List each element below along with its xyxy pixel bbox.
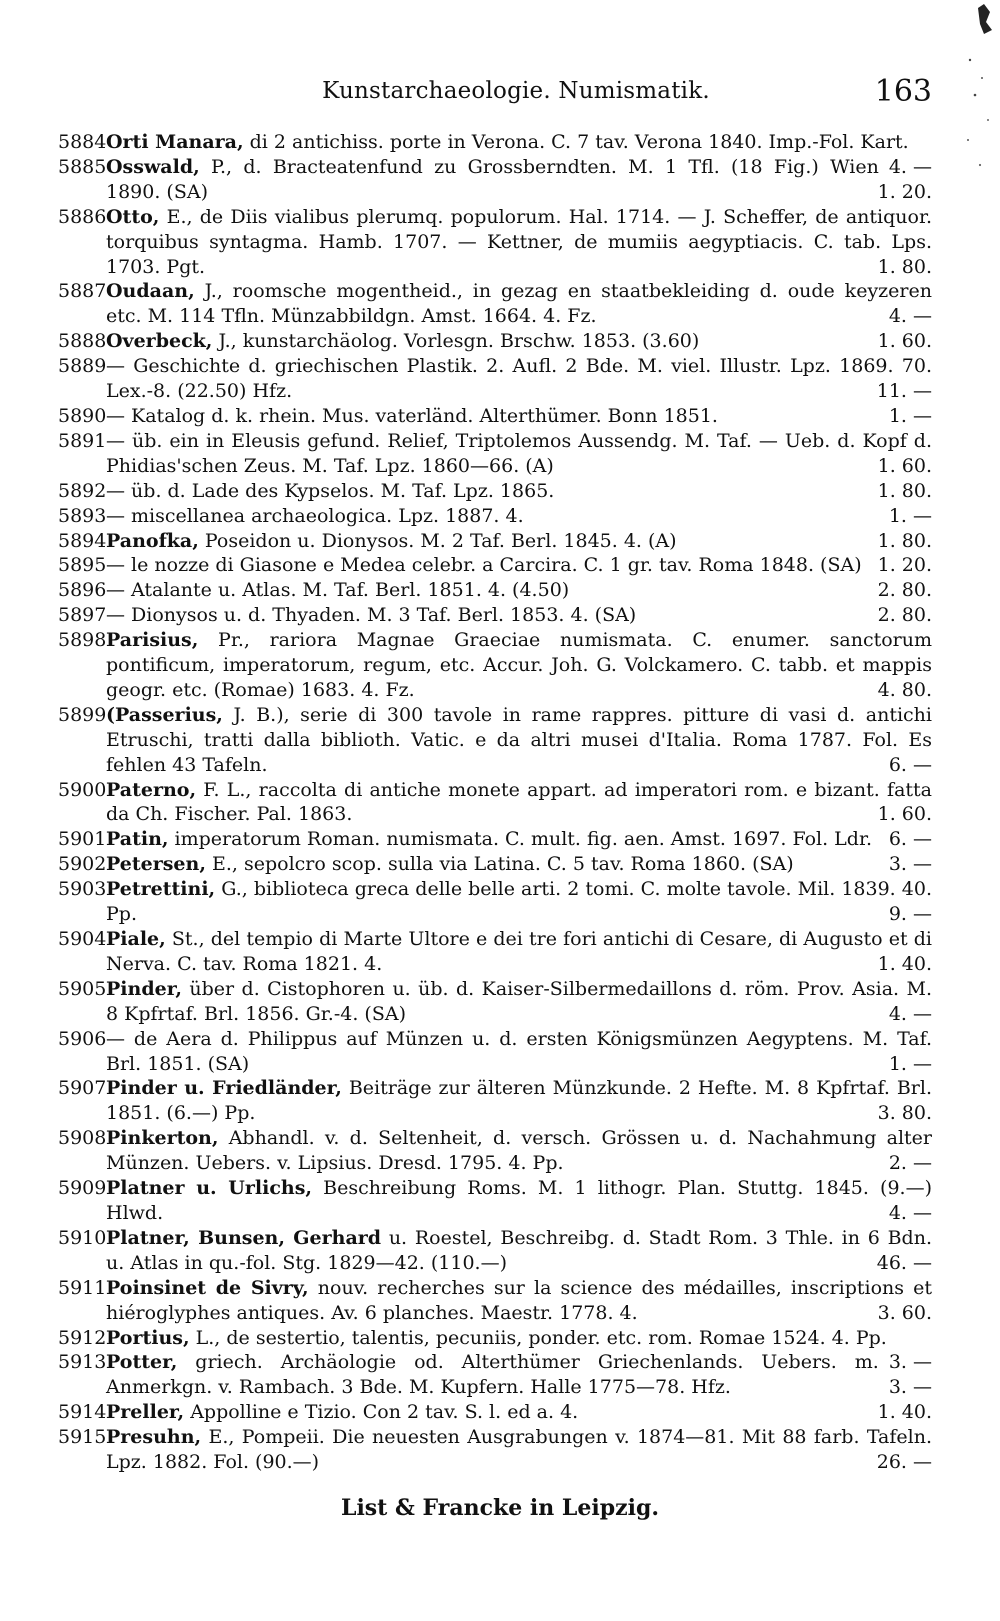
entry-number: 5900 [58,778,107,801]
entry-number: 5901 [58,828,107,851]
entry-description: — le nozze di Giasone e Medea celebr. a Carcira. C. 1 gr. tav. Roma 1848. (SA) [106,554,862,577]
entry-price: 3. — [888,1376,932,1399]
entry-description: — Atalante u. Atlas. M. Taf. Berl. 1851. 4. (4.50) [106,579,570,602]
publisher-footer: List & Francke in Leipzig. [340,1495,660,1521]
entry-description: Pr., rariora Magnae Graeciae numismata. C. enumer. sanctorum pontificum, imperatorum, regum, etc. Accur. Joh. G. Volckamero. C. tabb. et mappis geogr. etc. (Romae) 1683. 4. Fz. [106,629,932,701]
entry-description: Abhandl. v. d. Seltenheit, d. versch. Grössen u. d. Nachahmung alter Münzen. Uebers. v. Lipsius. Dresd. 1795. 4. Pp. [106,1127,932,1175]
entry-description: F. L., raccolta di antiche monete appart. ad imperatori rom. e bizant. fatta da Ch. Fischer. Pal. 1863. [106,778,932,826]
entry-price: 2. 80. [877,579,932,602]
entry-description: — üb. d. Lade des Kypselos. M. Taf. Lpz. 1865. [106,479,555,502]
entry-author: Orti Manara, [106,131,244,153]
entry-number: 5889 [58,355,107,378]
entry-price: 2. — [888,1152,932,1175]
entry-number: 5899 [58,703,107,726]
catalog-entry [58,1027,932,1077]
entry-number: 5896 [58,579,107,602]
entry-description: — üb. ein in Eleusis gefund. Relief, Triptolemos Aussendg. M. Taf. — Ueb. d. Kopf d. Phidias'schen Zeus. M. Taf. Lpz. 1860—66. (A) [106,429,932,477]
entry-number: 5909 [58,1177,107,1200]
entry-author: Poinsinet de Sivry, [106,1276,309,1299]
entry-description: — Dionysos u. d. Thyaden. M. 3 Taf. Berl. 1853. 4. (SA) [106,604,637,627]
entry-number: 5914 [58,1401,107,1424]
entry-author: Petrettini, [106,878,216,901]
entry-number: 5890 [58,404,107,427]
entry-price: 1. — [888,504,932,527]
entry-price: 46. — [876,1251,932,1274]
entry-price: 6. — [888,828,932,851]
entry-description: imperatorum Roman. numismata. C. mult. fig. aen. Amst. 1697. Fol. Ldr. [168,828,872,851]
entry-description: L., de sestertio, talentis, pecuniis, ponder. etc. rom. Romae 1524. 4. Pp. [189,1326,887,1349]
catalog-entry [58,852,932,877]
entry-number: 5886 [58,205,107,228]
entry-author: Pinder, [106,977,182,1000]
catalog-entry [58,1226,932,1276]
catalog-entry [58,628,932,703]
entry-number: 5907 [58,1077,107,1100]
catalog-entry [58,553,932,578]
entry-description: J., roomsche mogentheid., in gezag en staatbekleiding d. oude keyzeren etc. M. 114 Tfln. Münzabbildgn. Amst. 1664. 4. Fz. [106,280,932,328]
entry-number: 5905 [58,977,107,1000]
entry-author: Panofka, [106,529,199,552]
catalog-entry [58,354,932,404]
entry-number: 5904 [58,928,107,950]
entry-number: 5913 [58,1351,107,1374]
entry-author: Oudaan, [106,280,195,303]
entry-number: 5908 [58,1127,107,1150]
scan-edge-speckle [940,0,1000,200]
entry-description: St., del tempio di Marte Ultore e dei tre fori antichi di Cesare, di Augusto et di Nerva. C. tav. Roma 1821. 4. [106,928,932,975]
entry-number: 5894 [58,529,107,552]
entry-price: 1. 40. [877,952,932,975]
entry-number: 5915 [58,1426,107,1449]
entry-price: 3. 60. [877,1301,932,1324]
entry-author: Parisius, [106,629,199,652]
entry-description: E., de Diis vialibus plerumq. populorum. Hal. 1714. — J. Scheffer, de antiquor. torquibus syntagma. Hamb. 1707. — Kettner, de mumiis aegyptiacis. C. tab. Lps. 1703. Pgt. [106,205,932,278]
entry-number: 5912 [58,1326,107,1349]
entry-price: 1. 80. [877,255,932,278]
entry-description: u. Roestel, Beschreibg. d. Stadt Rom. 3 Thle. in 6 Bdn. u. Atlas in qu.-fol. Stg. 1829—42. (110.—) [106,1226,932,1274]
entry-number: 5898 [58,629,107,652]
entry-price: 1. 80. [877,479,932,502]
entry-price: 1. — [888,1052,932,1075]
entry-number: 5887 [58,280,107,303]
catalog-entry [58,1126,932,1176]
entry-number: 5911 [58,1276,107,1299]
entry-author: Petersen, [106,853,206,876]
entry-number: 5910 [58,1226,107,1249]
entry-price: 9. — [888,903,932,926]
catalog-entry [58,778,932,828]
entry-price: 1. 40. [877,1401,932,1424]
entry-number: 5895 [58,554,107,577]
entry-description: G., biblioteca greca delle belle arti. 2 tomi. C. molte tavole. Mil. 1839. 40. Pp. [106,878,932,926]
entry-description: Appolline e Tizio. Con 2 tav. S. l. ed a. 4. [184,1401,579,1424]
catalog-entry [58,479,932,504]
entry-description: — miscellanea archaeologica. Lpz. 1887. 4. [106,504,524,527]
entry-author: Presuhn, [106,1426,202,1449]
catalog-entry [58,977,932,1027]
catalog-entry [58,429,932,479]
entry-author: Potter, [106,1351,178,1374]
entry-description: E., sepolcro scop. sulla via Latina. C. 5 tav. Roma 1860. (SA) [205,853,794,876]
entry-price: 1. 60. [877,330,932,353]
catalog-entry [58,1276,932,1326]
entry-description: P., d. Bracteatenfund zu Grossberndten. M. 1 Tfl. (18 Fig.) Wien 1890. (SA) [106,155,879,203]
entry-author: Pinkerton, [106,1127,219,1150]
catalog-entry [58,529,932,554]
entry-number: 5897 [58,604,107,627]
entry-description: griech. Archäologie od. Alterthümer Griechenlands. Uebers. m. Anmerkgn. v. Rambach. 3 Bde. M. Kupfern. Halle 1775—78. Hfz. [106,1351,879,1399]
entry-price: 1. 60. [877,454,932,477]
catalog-entry [58,1425,932,1475]
catalog-entry [58,827,932,852]
entry-price: 4. — [888,1002,932,1025]
catalog-entry [58,1176,932,1226]
entry-author: (Passerius, [106,703,223,726]
catalog-entry [58,404,932,429]
entry-number: 5888 [58,330,107,353]
catalog-entry [58,877,932,927]
entry-author: Patin, [106,828,169,851]
entry-number: 5906 [58,1027,107,1050]
page-number: 163 [874,74,932,109]
entry-price: 26. — [876,1451,932,1474]
entry-description: — de Aera d. Philippus auf Münzen u. d. ersten Königsmünzen Aegyptens. M. Taf. Brl. 1851. (SA) [106,1027,932,1075]
entry-price: 1. — [888,404,932,427]
catalog-entry [58,205,932,280]
entry-description: Beschreibung Roms. M. 1 lithogr. Plan. Stuttg. 1845. (9.—) Hlwd. [106,1177,932,1224]
page-header [100,72,932,112]
entry-author: Portius, [106,1326,190,1349]
entry-author: Osswald, [106,155,200,178]
entry-author: Overbeck, [106,330,213,353]
entry-author: Platner u. Urlichs, [106,1177,313,1200]
entry-description: über d. Cistophoren u. üb. d. Kaiser-Silbermedaillons d. röm. Prov. Asia. M. 8 Kpfrtaf. Brl. 1856. Gr.-4. (SA) [106,977,932,1025]
entry-author: Paterno, [106,778,197,801]
entry-number: 5884 [58,131,107,153]
entry-author: Piale, [106,928,166,950]
entry-number: 5893 [58,504,107,527]
entry-number: 5902 [58,853,107,876]
entry-price: 1. 20. [877,554,932,577]
entry-description: Poseidon u. Dionysos. M. 2 Taf. Berl. 1845. 4. (A) [198,529,677,552]
catalog-entry [58,1400,932,1425]
entry-description: J., kunstarchäolog. Vorlesgn. Brschw. 1853. (3.60) [212,330,700,353]
running-title: Kunstarchaeologie. Numismatik. [322,78,710,104]
entry-price: 3. — [888,853,932,876]
entry-price: 1. 80. [877,529,932,552]
entry-price: 4. — [888,155,932,178]
entry-author: Platner, Bunsen, Gerhard [106,1226,382,1249]
entry-description: J. B.), serie di 300 tavole in rame rappres. pitture di vasi d. antichi Etruschi, tratti dalla biblioth. Vatic. e da altri musei d'Italia. Roma 1787. Fol. Es fehlen 43 Tafeln. [106,703,932,776]
entry-number: 5903 [58,878,107,901]
entry-description: Beiträge zur älteren Münzkunde. 2 Hefte. M. 8 Kpfrtaf. Brl. 1851. (6.—) Pp. [106,1077,933,1125]
entry-number: 5891 [58,429,107,452]
entry-price: 4. 80. [877,678,932,701]
catalog-entry [58,1350,932,1400]
entry-number: 5892 [58,479,107,502]
entry-price: 1. 20. [877,180,932,203]
entry-description: — Katalog d. k. rhein. Mus. vaterländ. Alterthümer. Bonn 1851. [106,404,718,427]
entry-price: 3. — [888,1351,932,1374]
entry-price: 3. 80. [877,1102,932,1125]
catalog-entry [58,603,932,628]
entry-author: Otto, [106,205,160,228]
catalog-entry [58,504,932,529]
entry-author: Preller, [106,1401,185,1424]
catalog-entry [58,329,932,354]
entry-price: 4. — [888,1201,932,1224]
catalog-entry [58,578,932,603]
catalog-entry [58,279,932,329]
catalog-entry [58,927,932,977]
catalog-entries [58,130,932,1475]
catalog-entry [58,155,932,205]
entry-price: 1. 60. [877,803,932,826]
catalog-entry [58,1076,932,1126]
entry-price: 4. — [888,305,932,328]
entry-description: — Geschichte d. griechischen Plastik. 2. Aufl. 2 Bde. M. viel. Illustr. Lpz. 1869. 70. Lex.-8. (22.50) Hfz. [106,355,932,403]
entry-number: 5885 [58,155,107,178]
entry-description: E., Pompeii. Die neuesten Ausgrabungen v. 1874—81. Mit 88 farb. Tafeln. Lpz. 1882. Fol. (90.—) [106,1426,932,1474]
entry-description: di 2 antichiss. porte in Verona. C. 7 tav. Verona 1840. Imp.-Fol. Kart. [243,131,909,153]
entry-description: nouv. recherches sur la science des médailles, inscriptions et hiéroglyphes antiques. Av. 6 planches. Maestr. 1778. 4. [106,1276,932,1324]
entry-price: 2. 80. [877,604,932,627]
entry-price: 6. — [888,753,932,776]
entry-price: 11. — [876,380,932,403]
catalog-entry [58,703,932,778]
entry-author: Pinder u. Friedländer, [106,1077,342,1100]
